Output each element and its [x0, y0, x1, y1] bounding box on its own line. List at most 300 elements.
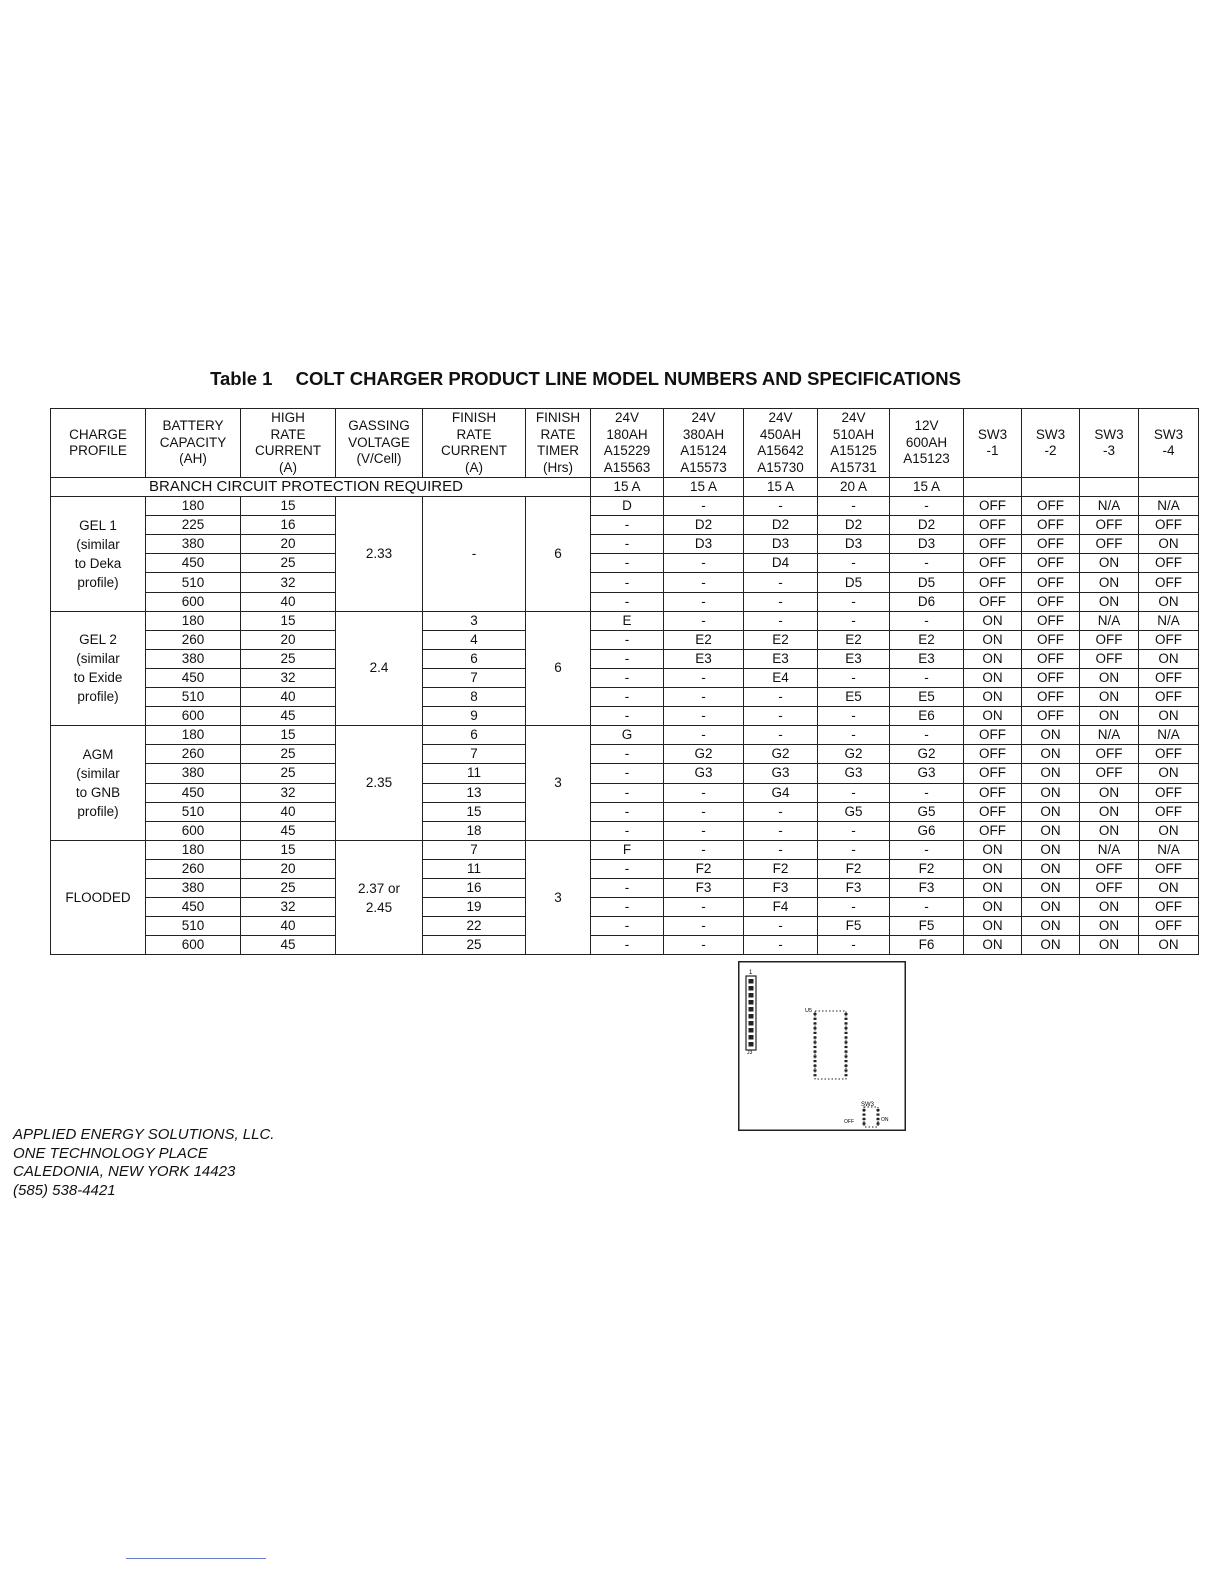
switch-setting-cell: OFF — [964, 573, 1022, 592]
switch-pin — [863, 1123, 866, 1125]
model-code-cell: - — [744, 592, 818, 611]
battery-capacity-cell: 260 — [146, 745, 241, 764]
switch-setting-cell: OFF — [1022, 592, 1080, 611]
ic-pin — [814, 1032, 817, 1034]
model-code-cell: - — [591, 821, 664, 840]
switch-setting-cell: OFF — [1080, 859, 1139, 878]
ic-pin — [814, 1074, 817, 1076]
connector-label: J3 — [747, 1050, 753, 1056]
battery-capacity-cell: 380 — [146, 649, 241, 668]
switch-setting-cell: ON — [964, 936, 1022, 955]
model-code-cell: E2 — [744, 630, 818, 649]
header-cell: CHARGE PROFILE — [51, 409, 146, 478]
model-code-cell: - — [664, 726, 744, 745]
finish-rate-current-cell: 6 — [423, 726, 526, 745]
table-row — [51, 535, 1199, 554]
model-code-cell: E5 — [818, 688, 890, 707]
switch-setting-cell: N/A — [1139, 840, 1199, 859]
model-code-cell: - — [591, 668, 664, 687]
switch-setting-cell: OFF — [964, 497, 1022, 516]
model-code-cell: G2 — [664, 745, 744, 764]
model-code-cell: F — [591, 840, 664, 859]
high-rate-current-cell: 32 — [241, 573, 336, 592]
switch-setting-cell: ON — [964, 668, 1022, 687]
switch-setting-cell: OFF — [964, 535, 1022, 554]
table-row — [51, 573, 1199, 592]
model-code-cell: F2 — [744, 859, 818, 878]
battery-capacity-cell: 510 — [146, 688, 241, 707]
circuit-board-diagram — [738, 961, 906, 1131]
model-code-cell: G2 — [818, 745, 890, 764]
switch-setting-cell: ON — [1080, 898, 1139, 917]
switch-setting-cell: OFF — [1139, 802, 1199, 821]
switch-setting-cell: ON — [1080, 668, 1139, 687]
model-code-cell: - — [591, 649, 664, 668]
model-code-cell: - — [591, 917, 664, 936]
model-code-cell: - — [744, 821, 818, 840]
switch-setting-cell: OFF — [1139, 688, 1199, 707]
model-code-cell: - — [591, 802, 664, 821]
switch-setting-cell: ON — [1022, 936, 1080, 955]
battery-capacity-cell: 600 — [146, 707, 241, 726]
header-cell: FINISH RATE CURRENT (A) — [423, 409, 526, 478]
switch-setting-cell: ON — [964, 840, 1022, 859]
switch-pin — [863, 1109, 866, 1111]
model-code-cell: G3 — [890, 764, 964, 783]
ic-pin — [814, 1027, 817, 1029]
branch-protection-label: BRANCH CIRCUIT PROTECTION REQUIRED — [51, 478, 591, 497]
switch-setting-cell: OFF — [964, 783, 1022, 802]
connector-pin — [749, 1021, 754, 1026]
ic-pin — [814, 1041, 817, 1043]
finish-rate-current-cell: 11 — [423, 859, 526, 878]
model-code-cell: - — [664, 497, 744, 516]
finish-rate-current-cell: 7 — [423, 668, 526, 687]
finish-rate-current-cell: 6 — [423, 649, 526, 668]
model-code-cell: - — [664, 707, 744, 726]
header-cell: FINISH RATE TIMER (Hrs) — [526, 409, 591, 478]
model-code-cell: - — [664, 688, 744, 707]
switch-on-label: ON — [881, 1117, 889, 1123]
model-code-cell: D3 — [664, 535, 744, 554]
model-code-cell: - — [664, 917, 744, 936]
battery-capacity-cell: 380 — [146, 535, 241, 554]
switch-pin — [877, 1118, 880, 1120]
model-code-cell: G5 — [890, 802, 964, 821]
model-code-cell: F4 — [744, 898, 818, 917]
branch-protection-value: 15 A — [890, 478, 964, 497]
ic-pin — [845, 1060, 848, 1062]
finish-rate-current-cell: 4 — [423, 630, 526, 649]
empty-cell — [1080, 478, 1139, 497]
switch-setting-cell: ON — [964, 688, 1022, 707]
model-code-cell: E6 — [890, 707, 964, 726]
battery-capacity-cell: 450 — [146, 898, 241, 917]
table-row — [51, 783, 1199, 802]
model-code-cell: - — [591, 592, 664, 611]
model-code-cell: - — [890, 497, 964, 516]
switch-setting-cell: OFF — [964, 592, 1022, 611]
model-code-cell: - — [591, 516, 664, 535]
connector-pin — [749, 979, 754, 984]
model-code-cell: - — [890, 668, 964, 687]
model-code-cell: - — [818, 840, 890, 859]
model-code-cell: - — [818, 497, 890, 516]
switch-setting-cell: ON — [1139, 878, 1199, 897]
model-code-cell: D3 — [818, 535, 890, 554]
ic-pin — [845, 1051, 848, 1053]
finish-rate-current-cell: - — [423, 497, 526, 612]
table-row — [51, 707, 1199, 726]
connector-pin — [749, 1042, 754, 1047]
finish-rate-timer-cell: 3 — [526, 726, 591, 841]
battery-capacity-cell: 380 — [146, 878, 241, 897]
model-code-cell: D2 — [664, 516, 744, 535]
connector-pin — [749, 1007, 754, 1012]
model-code-cell: - — [818, 554, 890, 573]
switch-setting-cell: OFF — [964, 764, 1022, 783]
battery-capacity-cell: 260 — [146, 630, 241, 649]
model-code-cell: - — [744, 936, 818, 955]
header-cell: HIGH RATE CURRENT (A) — [241, 409, 336, 478]
finish-rate-current-cell: 7 — [423, 745, 526, 764]
switch-setting-cell: N/A — [1139, 611, 1199, 630]
header-cell: 12V 600AH A15123 — [890, 409, 964, 478]
switch-setting-cell: OFF — [964, 802, 1022, 821]
model-code-cell: F2 — [890, 859, 964, 878]
model-code-cell: - — [664, 783, 744, 802]
branch-protection-value: 15 A — [744, 478, 818, 497]
model-code-cell: - — [744, 726, 818, 745]
model-code-cell: - — [591, 707, 664, 726]
switch-pin — [863, 1118, 866, 1120]
model-code-cell: D — [591, 497, 664, 516]
header-cell: SW3 -3 — [1080, 409, 1139, 478]
switch-setting-cell: OFF — [1022, 535, 1080, 554]
ic-pin — [845, 1065, 848, 1067]
finish-rate-current-cell: 25 — [423, 936, 526, 955]
finish-rate-current-cell: 15 — [423, 802, 526, 821]
model-code-cell: - — [818, 592, 890, 611]
table-row — [51, 611, 1199, 630]
model-code-cell: - — [591, 630, 664, 649]
header-cell: 24V 450AH A15642 A15730 — [744, 409, 818, 478]
model-code-cell: - — [744, 611, 818, 630]
model-code-cell: F5 — [890, 917, 964, 936]
model-code-cell: G3 — [664, 764, 744, 783]
switch-setting-cell: OFF — [1022, 688, 1080, 707]
model-code-cell: - — [818, 936, 890, 955]
model-code-cell: - — [818, 821, 890, 840]
table-row — [51, 802, 1199, 821]
model-code-cell: G — [591, 726, 664, 745]
model-code-cell: D6 — [890, 592, 964, 611]
model-code-cell: D5 — [890, 573, 964, 592]
model-code-cell: - — [744, 802, 818, 821]
model-code-cell: - — [744, 707, 818, 726]
header-cell: SW3 -1 — [964, 409, 1022, 478]
ic-pin — [845, 1041, 848, 1043]
switch-setting-cell: OFF — [1139, 917, 1199, 936]
switch-setting-cell: ON — [964, 611, 1022, 630]
switch-setting-cell: ON — [964, 630, 1022, 649]
switch-setting-cell: OFF — [1080, 745, 1139, 764]
address-street: ONE TECHNOLOGY PLACE — [13, 1144, 208, 1162]
gassing-voltage-cell: 2.35 — [336, 726, 423, 841]
switch-setting-cell: OFF — [964, 554, 1022, 573]
switch-setting-cell: N/A — [1080, 726, 1139, 745]
battery-capacity-cell: 180 — [146, 611, 241, 630]
model-code-cell: - — [664, 821, 744, 840]
branch-protection-value: 15 A — [664, 478, 744, 497]
model-code-cell: - — [591, 554, 664, 573]
switch-setting-cell: OFF — [1139, 668, 1199, 687]
model-code-cell: - — [591, 898, 664, 917]
switch-setting-cell: ON — [1080, 688, 1139, 707]
table-body — [51, 478, 1199, 955]
battery-capacity-cell: 510 — [146, 917, 241, 936]
company-address — [13, 1126, 274, 1200]
switch-setting-cell: OFF — [1022, 554, 1080, 573]
switch-setting-cell: OFF — [1022, 573, 1080, 592]
model-code-cell: F2 — [664, 859, 744, 878]
switch-setting-cell: ON — [1022, 745, 1080, 764]
ic-pin — [814, 1055, 817, 1057]
ic-pin — [814, 1046, 817, 1048]
switch-setting-cell: OFF — [1022, 649, 1080, 668]
battery-capacity-cell: 450 — [146, 554, 241, 573]
model-code-cell: - — [890, 554, 964, 573]
model-code-cell: F3 — [818, 878, 890, 897]
finish-rate-current-cell: 9 — [423, 707, 526, 726]
model-code-cell: D3 — [890, 535, 964, 554]
table-row — [51, 878, 1199, 897]
spec-table — [50, 408, 1199, 955]
high-rate-current-cell: 15 — [241, 726, 336, 745]
switch-setting-cell: ON — [964, 917, 1022, 936]
model-code-cell: - — [664, 936, 744, 955]
switch-setting-cell: ON — [1139, 649, 1199, 668]
switch-setting-cell: ON — [964, 878, 1022, 897]
high-rate-current-cell: 32 — [241, 668, 336, 687]
table-row — [51, 764, 1199, 783]
model-code-cell: G6 — [890, 821, 964, 840]
switch-setting-cell: OFF — [1022, 707, 1080, 726]
high-rate-current-cell: 40 — [241, 917, 336, 936]
branch-protection-value: 20 A — [818, 478, 890, 497]
model-code-cell: - — [664, 611, 744, 630]
model-code-cell: F6 — [890, 936, 964, 955]
model-code-cell: - — [818, 898, 890, 917]
model-code-cell: - — [664, 668, 744, 687]
empty-cell — [1139, 478, 1199, 497]
model-code-cell: F3 — [664, 878, 744, 897]
high-rate-current-cell: 20 — [241, 859, 336, 878]
switch-off-label: OFF — [844, 1119, 854, 1125]
high-rate-current-cell: 15 — [241, 840, 336, 859]
table-row — [51, 592, 1199, 611]
switch-setting-cell: ON — [964, 898, 1022, 917]
high-rate-current-cell: 40 — [241, 688, 336, 707]
high-rate-current-cell: 20 — [241, 630, 336, 649]
model-code-cell: - — [890, 611, 964, 630]
switch-setting-cell: OFF — [964, 745, 1022, 764]
switch-pin — [877, 1123, 880, 1125]
switch-setting-cell: ON — [1080, 707, 1139, 726]
model-code-cell: E — [591, 611, 664, 630]
ic-pin — [845, 1055, 848, 1057]
switch-setting-cell: ON — [1022, 802, 1080, 821]
table-title — [0, 368, 1171, 390]
switch-pin — [863, 1114, 866, 1116]
switch-setting-cell: ON — [1022, 859, 1080, 878]
finish-rate-current-cell: 13 — [423, 783, 526, 802]
model-code-cell: D2 — [890, 516, 964, 535]
finish-rate-current-cell: 22 — [423, 917, 526, 936]
ic-pin — [845, 1074, 848, 1076]
high-rate-current-cell: 32 — [241, 783, 336, 802]
battery-capacity-cell: 180 — [146, 840, 241, 859]
switch-setting-cell: N/A — [1080, 611, 1139, 630]
model-code-cell: E2 — [818, 630, 890, 649]
model-code-cell: D2 — [818, 516, 890, 535]
model-code-cell: E3 — [890, 649, 964, 668]
model-code-cell: E3 — [664, 649, 744, 668]
ic-pin — [845, 1032, 848, 1034]
high-rate-current-cell: 45 — [241, 821, 336, 840]
ic-pin — [814, 1018, 817, 1020]
phone-number: (585) 538-4421 — [13, 1181, 116, 1199]
ic-pin — [814, 1051, 817, 1053]
pin1-label: 1 — [749, 970, 753, 976]
switch-setting-cell: ON — [1022, 726, 1080, 745]
model-code-cell: - — [818, 726, 890, 745]
switch-setting-cell: OFF — [1139, 783, 1199, 802]
table-row — [51, 840, 1199, 859]
battery-capacity-cell: 380 — [146, 764, 241, 783]
model-code-cell: - — [890, 898, 964, 917]
ic-pin — [814, 1037, 817, 1039]
model-code-cell: E4 — [744, 668, 818, 687]
switch-setting-cell: ON — [1080, 821, 1139, 840]
model-code-cell: G3 — [744, 764, 818, 783]
high-rate-current-cell: 25 — [241, 745, 336, 764]
switch-setting-cell: ON — [1139, 535, 1199, 554]
high-rate-current-cell: 25 — [241, 764, 336, 783]
header-cell: SW3 -4 — [1139, 409, 1199, 478]
header-cell: GASSING VOLTAGE (V/Cell) — [336, 409, 423, 478]
table-row — [51, 726, 1199, 745]
model-code-cell: - — [664, 573, 744, 592]
connector-pin — [749, 986, 754, 991]
high-rate-current-cell: 20 — [241, 535, 336, 554]
switch-setting-cell: ON — [1080, 573, 1139, 592]
finish-rate-current-cell: 18 — [423, 821, 526, 840]
switch-setting-cell: ON — [1080, 917, 1139, 936]
switch-setting-cell: ON — [1080, 783, 1139, 802]
finish-rate-current-cell: 8 — [423, 688, 526, 707]
switch-setting-cell: ON — [1139, 821, 1199, 840]
model-code-cell: D5 — [818, 573, 890, 592]
branch-protection-value: 15 A — [591, 478, 664, 497]
table-row — [51, 821, 1199, 840]
switch-label: SW3 — [861, 1102, 875, 1108]
high-rate-current-cell: 25 — [241, 554, 336, 573]
finish-rate-current-cell: 19 — [423, 898, 526, 917]
switch-setting-cell: OFF — [1139, 745, 1199, 764]
charge-profile-cell: FLOODED — [51, 840, 146, 955]
model-code-cell: - — [591, 764, 664, 783]
switch-setting-cell: OFF — [1080, 630, 1139, 649]
divider-line — [126, 1558, 266, 1559]
ic-pin — [845, 1069, 848, 1071]
switch-setting-cell: OFF — [1022, 516, 1080, 535]
header-cell: SW3 -2 — [1022, 409, 1080, 478]
switch-setting-cell: ON — [1022, 917, 1080, 936]
battery-capacity-cell: 180 — [146, 497, 241, 516]
switch-setting-cell: ON — [1080, 592, 1139, 611]
table-row — [51, 516, 1199, 535]
model-code-cell: G5 — [818, 802, 890, 821]
model-code-cell: F3 — [890, 878, 964, 897]
battery-capacity-cell: 510 — [146, 573, 241, 592]
model-code-cell: F3 — [744, 878, 818, 897]
switch-setting-cell: ON — [1080, 802, 1139, 821]
switch-setting-cell: OFF — [1139, 573, 1199, 592]
table-row — [51, 917, 1199, 936]
empty-cell — [964, 478, 1022, 497]
model-code-cell: - — [890, 783, 964, 802]
board-outline — [739, 962, 906, 1131]
model-code-cell: - — [818, 668, 890, 687]
high-rate-current-cell: 16 — [241, 516, 336, 535]
switch-setting-cell: OFF — [1080, 535, 1139, 554]
connector-pin — [749, 1035, 754, 1040]
battery-capacity-cell: 600 — [146, 821, 241, 840]
model-code-cell: G2 — [744, 745, 818, 764]
model-code-cell: - — [818, 611, 890, 630]
branch-protection-row — [51, 478, 1199, 497]
model-code-cell: - — [664, 554, 744, 573]
gassing-voltage-cell: 2.33 — [336, 497, 423, 612]
model-code-cell: - — [744, 688, 818, 707]
model-code-cell: E2 — [664, 630, 744, 649]
switch-setting-cell: N/A — [1139, 497, 1199, 516]
model-code-cell: - — [744, 573, 818, 592]
high-rate-current-cell: 25 — [241, 649, 336, 668]
switch-setting-cell: ON — [1022, 878, 1080, 897]
high-rate-current-cell: 40 — [241, 802, 336, 821]
model-code-cell: - — [591, 859, 664, 878]
model-code-cell: E3 — [744, 649, 818, 668]
high-rate-current-cell: 32 — [241, 898, 336, 917]
switch-setting-cell: OFF — [964, 726, 1022, 745]
switch-setting-cell: OFF — [1139, 898, 1199, 917]
model-code-cell: - — [744, 840, 818, 859]
finish-rate-timer-cell: 6 — [526, 611, 591, 726]
table-row — [51, 497, 1199, 516]
switch-setting-cell: OFF — [1022, 611, 1080, 630]
model-code-cell: - — [744, 917, 818, 936]
switch-setting-cell: ON — [1022, 840, 1080, 859]
model-code-cell: E5 — [890, 688, 964, 707]
model-code-cell: - — [818, 783, 890, 802]
switch-setting-cell: ON — [1022, 764, 1080, 783]
connector-pin — [749, 993, 754, 998]
model-code-cell: - — [591, 535, 664, 554]
ic-pin — [845, 1013, 848, 1015]
model-code-cell: - — [664, 840, 744, 859]
